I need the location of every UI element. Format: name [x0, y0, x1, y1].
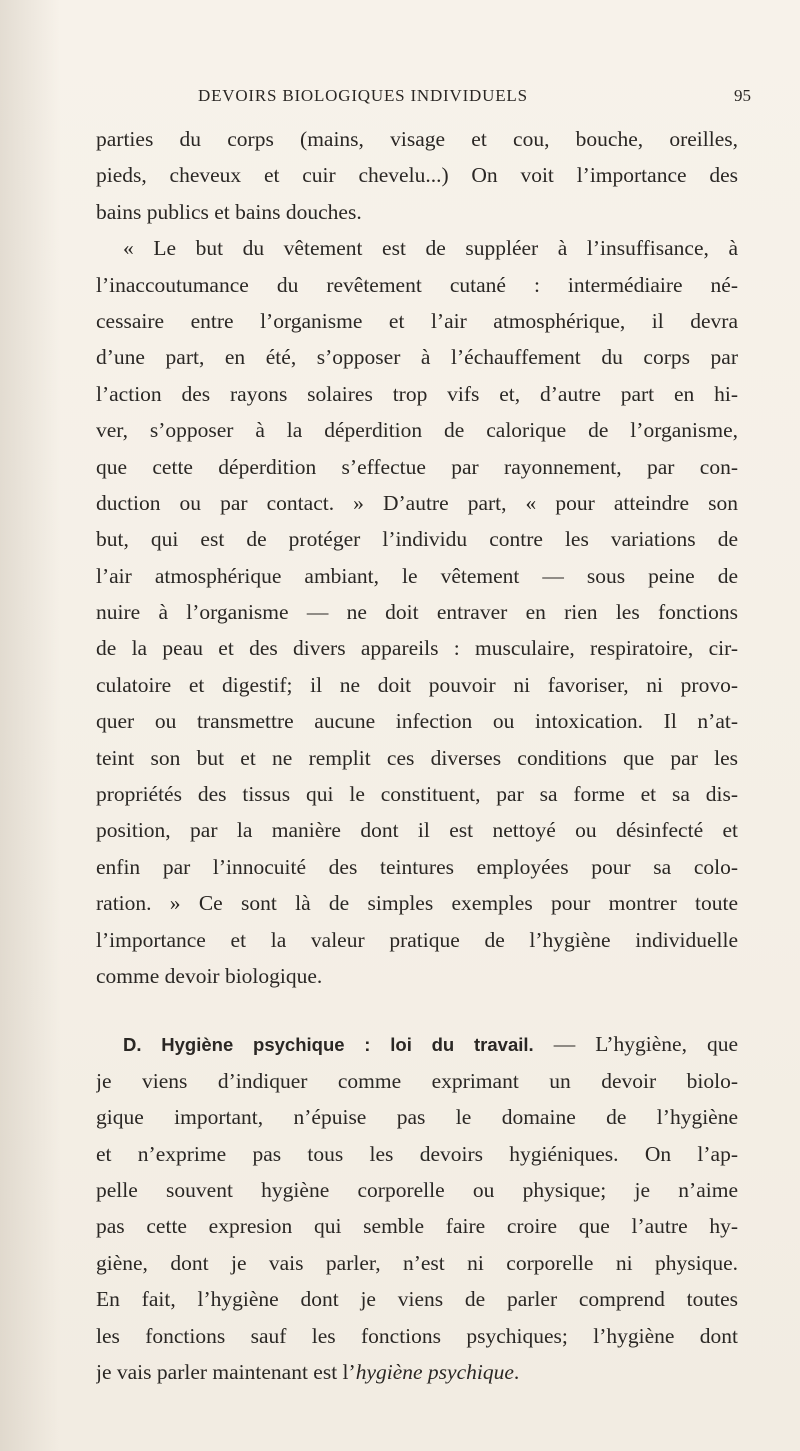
text-line: l’importance et la valeur pratique de l’hygiène individuelle [96, 927, 738, 952]
text-line: teint son but et ne remplit ces diverses conditions que par les [96, 745, 738, 770]
text-line: position, par la manière dont il est nettoyé ou désinfecté et [96, 818, 738, 843]
text-line: que cette déperdition s’effectue par rayonnement, par con- [96, 454, 738, 479]
running-head: DEVOIRS BIOLOGIQUES INDIVIDUELS [198, 86, 528, 105]
text-line: nuire à l’organisme — ne doit entraver en rien les fonctions [96, 600, 738, 625]
text-line: les fonctions sauf les fonctions psychiques; l’hygiène dont [96, 1323, 738, 1348]
text-span: je vais parler maintenant est l’ [96, 1359, 356, 1384]
paragraph-2 [96, 230, 738, 994]
text-line: enfin par l’innocuité des teintures employées pour sa colo- [96, 854, 738, 879]
text-line: bains publics et bains douches. [96, 199, 362, 224]
page-number: 95 [734, 86, 751, 105]
text-span: . [513, 1359, 520, 1384]
text-line: pieds, cheveux et cuir chevelu...) On voit l’importance des [96, 163, 738, 188]
text-line: quer ou transmettre aucune infection ou intoxication. Il n’at- [96, 709, 738, 734]
page-header [0, 86, 800, 110]
text-line: et n’exprime pas tous les devoirs hygiéniques. On l’ap- [96, 1141, 738, 1166]
text-line: je viens d’indiquer comme exprimant un devoir biolo- [96, 1068, 738, 1093]
text-line: l’action des rayons solaires trop vifs et, d’autre part en hi- [96, 381, 738, 406]
text-line: l’air atmosphérique ambiant, le vêtement — sous peine de [96, 563, 738, 588]
text-line: d’une part, en été, s’opposer à l’échauffement du corps par [96, 345, 738, 370]
text-line: ration. » Ce sont là de simples exemples pour montrer toute [96, 891, 738, 916]
text-line: ver, s’opposer à la déperdition de calorique de l’organisme, [96, 418, 738, 443]
text-line: propriétés des tissus qui le constituent, par sa forme et sa dis- [96, 782, 738, 807]
body-text [96, 121, 738, 1390]
section-heading: D. Hygiène psychique : loi du travail. [123, 1034, 534, 1056]
text-line: l’inaccoutumance du revêtement cutané : intermédiaire né- [96, 272, 738, 297]
paragraph-3 [96, 1026, 738, 1390]
text-line: cessaire entre l’organisme et l’air atmosphérique, il devra [96, 308, 738, 333]
text-line: pas cette expresion qui semble faire croire que l’autre hy- [96, 1214, 738, 1239]
text-line: culatoire et digestif; il ne doit pouvoir ni favoriser, ni provo- [96, 672, 738, 697]
text-line: pelle souvent hygiène corporelle ou physique; je n’aime [96, 1177, 738, 1202]
italic-term: hygiène psychique [355, 1359, 514, 1384]
section-heading-line [96, 1026, 738, 1062]
text-line: En fait, l’hygiène dont je viens de parler comprend toutes [96, 1287, 738, 1312]
text-line: parties du corps (mains, visage et cou, bouche, oreilles, [96, 127, 738, 151]
paragraph-1 [96, 121, 738, 230]
text-line-rest: — L’hygiène, que [553, 1032, 738, 1057]
text-line: but, qui est de protéger l’individu contre les variations de [96, 527, 738, 552]
text-line: « Le but du vêtement est de suppléer à l’insuffisance, à [123, 236, 738, 261]
text-line: gique important, n’épuise pas le domaine de l’hygiène [96, 1105, 738, 1130]
text-line: giène, dont je vais parler, n’est ni corporelle ni physique. [96, 1250, 738, 1275]
binding-shadow [0, 0, 60, 1451]
text-line [96, 1354, 738, 1390]
text-line: de la peau et des divers appareils : musculaire, respiratoire, cir- [96, 636, 738, 661]
text-line: duction ou par contact. » D’autre part, « pour atteindre son [96, 490, 738, 515]
text-line: comme devoir biologique. [96, 963, 323, 988]
paragraph-gap [96, 994, 738, 1026]
